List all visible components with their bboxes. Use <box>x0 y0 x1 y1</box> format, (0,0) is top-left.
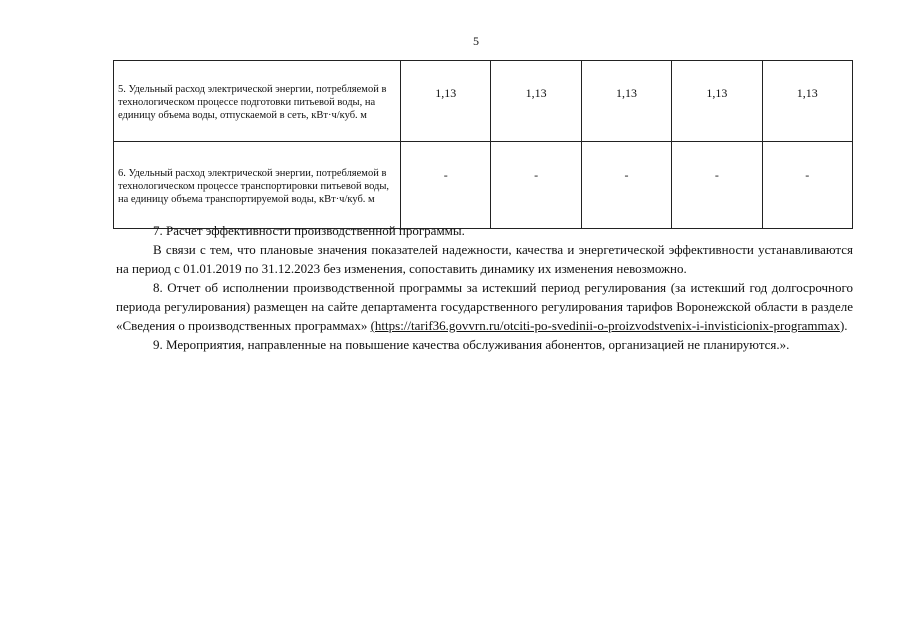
page-number: 5 <box>473 34 479 48</box>
indicator-value: - <box>401 142 491 229</box>
table-row <box>114 61 853 142</box>
indicator-value: 1,13 <box>401 61 491 142</box>
table-row <box>114 142 853 229</box>
indicator-value: - <box>762 142 852 229</box>
section-7-heading: 7. Расчет эффективности производственной программы. <box>153 223 465 238</box>
indicator-value: 1,13 <box>581 61 671 142</box>
section-8-body <box>116 278 853 335</box>
indicators-table <box>113 60 853 229</box>
indicator-name: 5. Удельный расход электрической энергии, потребляемой в технологическом процессе подготовки питьевой воды, на единицу объема воды, отпускаемой в сеть, кВт·ч/куб. м <box>114 61 401 142</box>
indicator-value: 1,13 <box>491 61 581 142</box>
indicator-name: 6. Удельный расход электрической энергии, потребляемой в технологическом процессе транспортировки питьевой воды, на единицу объема транспортируемой воды, кВт·ч/куб. м <box>114 142 401 229</box>
section-8-link[interactable]: (https://tarif36.govvrn.ru/otciti-po-svedinii-o-proizvodstvenix-i-invisticionix-programmax <box>370 318 840 333</box>
indicator-value: - <box>672 142 762 229</box>
section-9-body: 9. Мероприятия, направленные на повышение качества обслуживания абонентов, организацией не планируются.». <box>153 337 790 352</box>
section-8-link-tail: ). <box>839 318 848 333</box>
section-8-text: 8. Отчет об исполнении производственной программы за истекший период регулирования (за истекший год долгосрочного периода регулирования) размещен на сайте департамента государственного регулирования тарифов Воронежской области в разделе «Сведения о производственных программах» <box>116 280 853 333</box>
indicator-value: 1,13 <box>762 61 852 142</box>
indicator-value: - <box>491 142 581 229</box>
indicator-value: 1,13 <box>672 61 762 142</box>
indicator-value: - <box>581 142 671 229</box>
section-7-body: В связи с тем, что плановые значения показателей надежности, качества и энергетической эффективности устанавливаются на период с 01.01.2019 по 31.12.2023 без изменения, сопоставить динамику их изменения невозможно. <box>116 242 853 276</box>
document-body <box>116 221 853 354</box>
